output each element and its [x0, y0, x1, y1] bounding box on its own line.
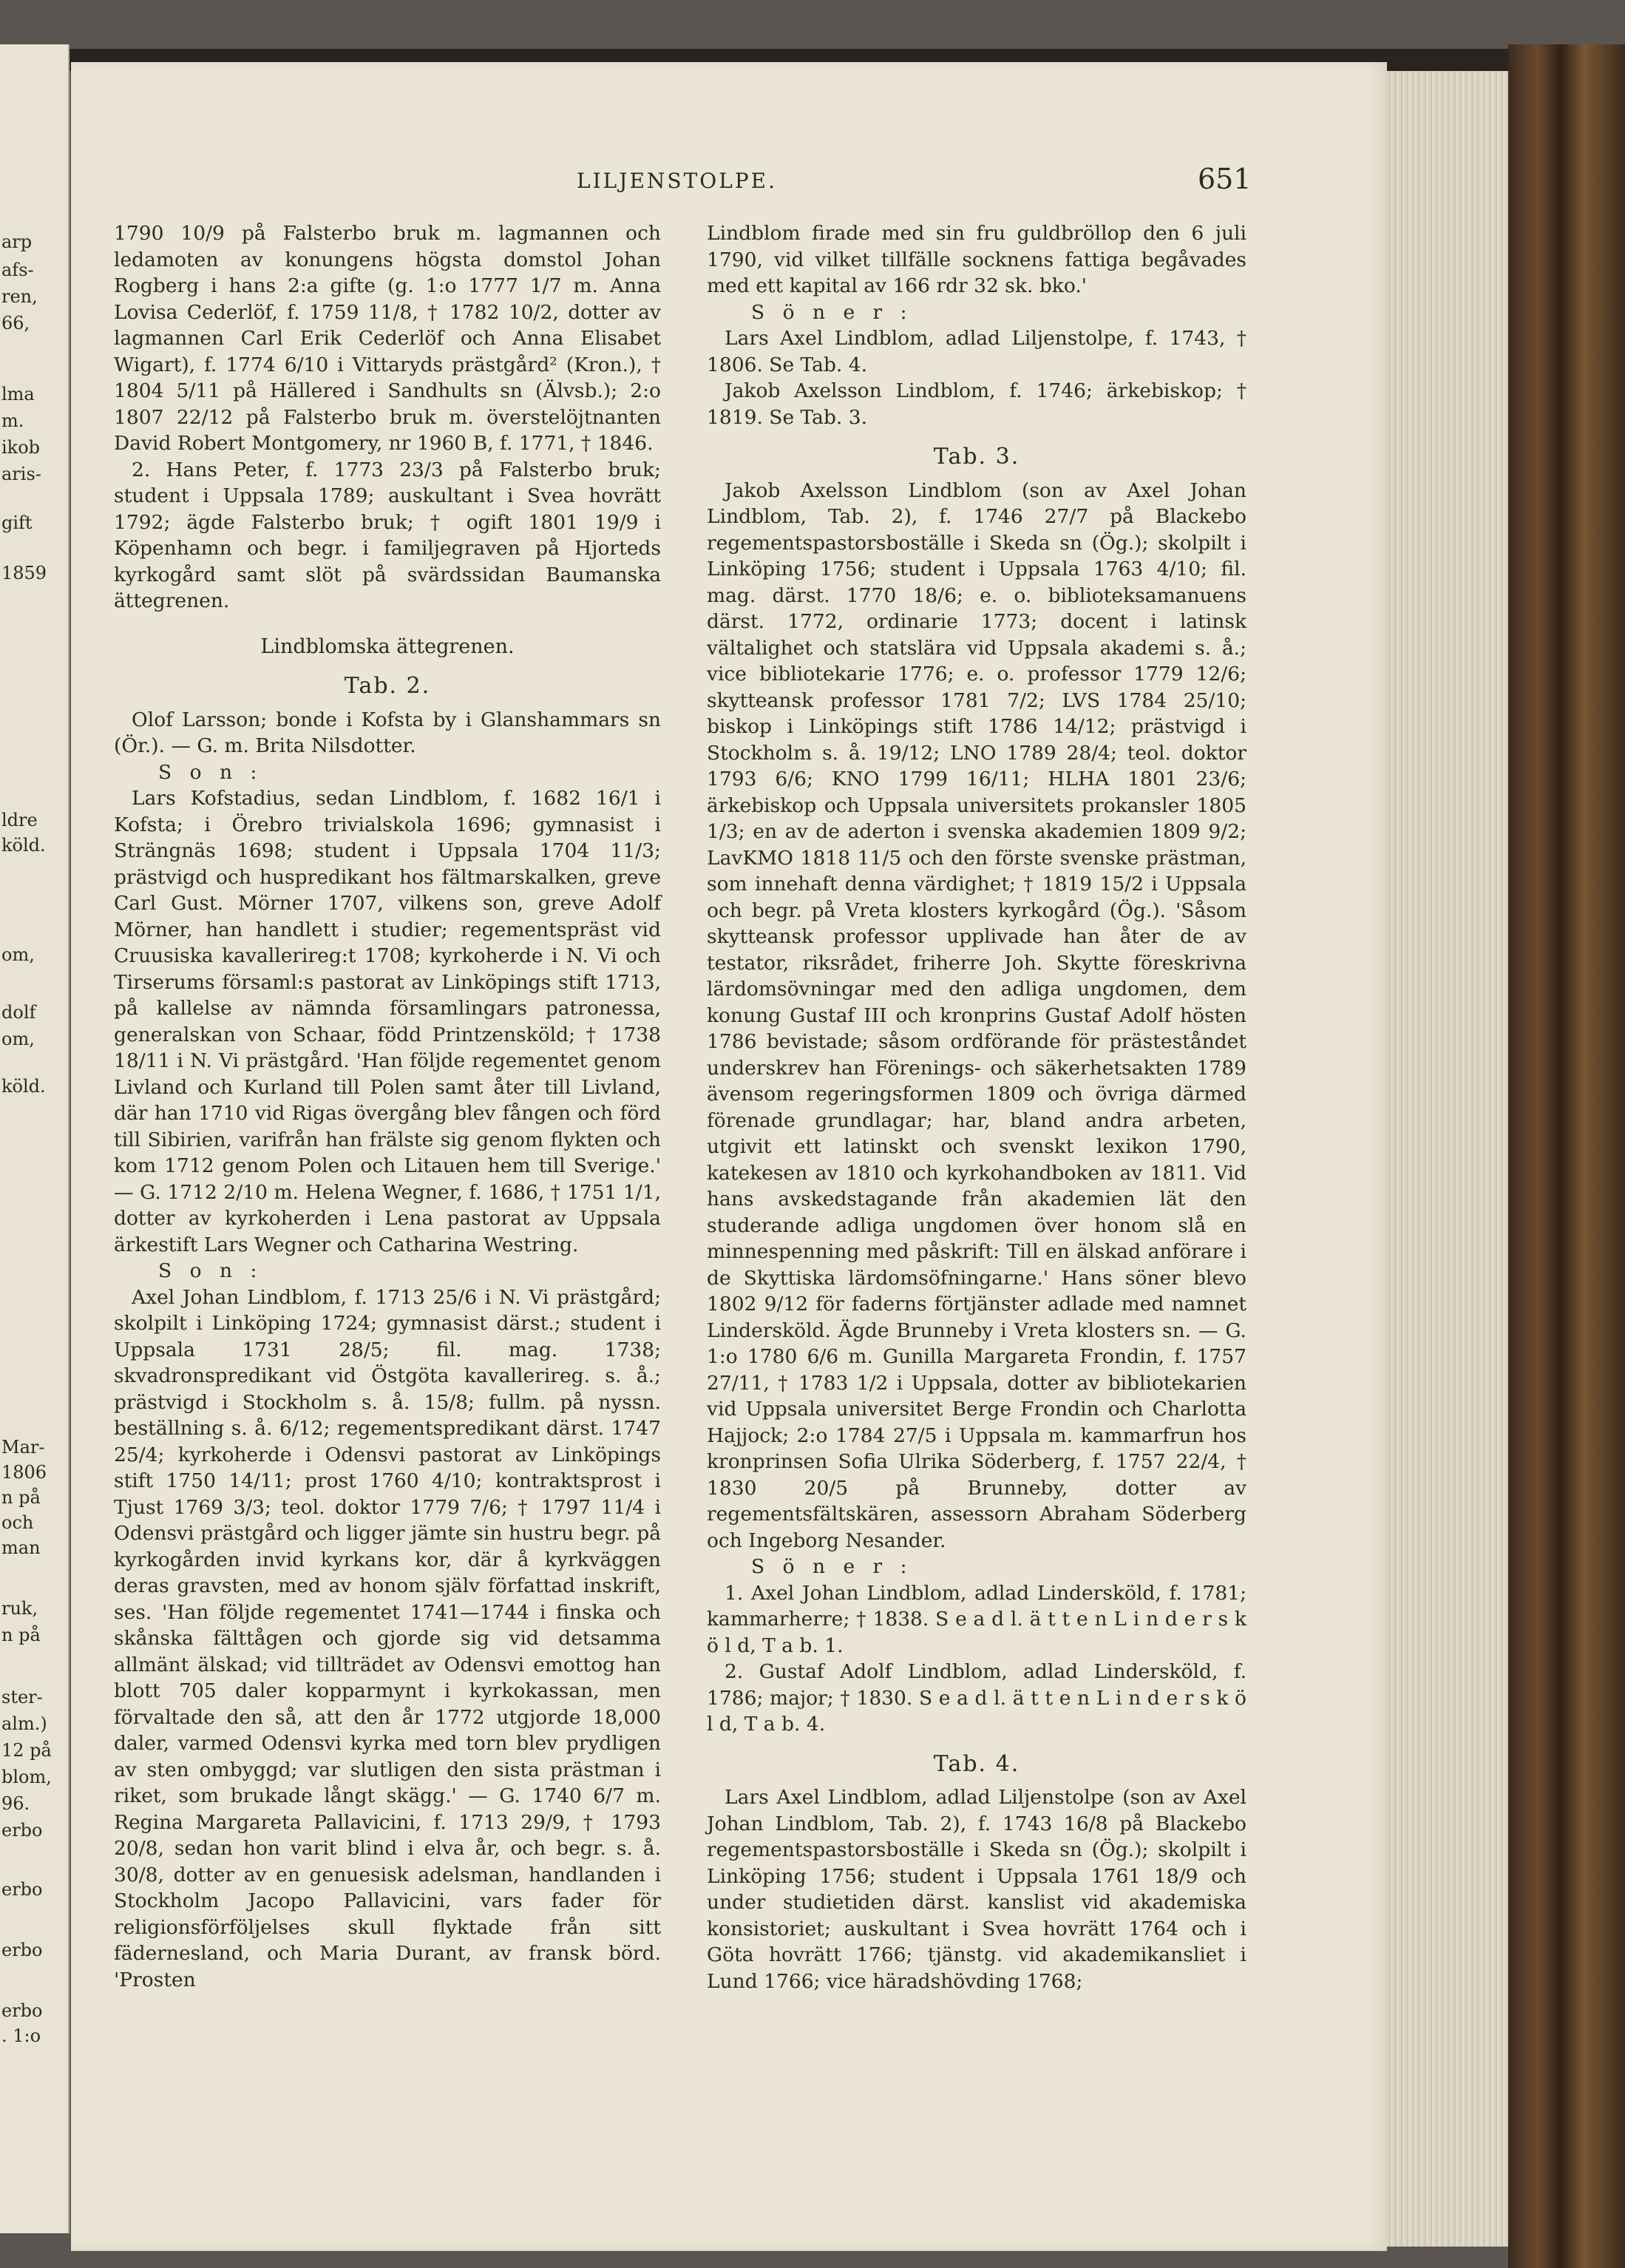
left-fragment: ren, [1, 286, 38, 307]
left-fragment: gift [1, 512, 33, 533]
paragraph: 1790 10/9 på Falsterbo bruk m. lagmannen och ledamoten av konungens högsta domstol Johan Rogberg i hans 2:a gifte (g. 1:o 1777 1/7 m. Anna Lovisa Cederlöf, f. 1759 11/8, † 1782 10/2, dotter av lagmannen Carl Erik Cederlöf och Anna Elisabet Wigart), f. 1774 6/10 i Vittaryds prästgård² (Kron.), † 1804 5/11 på Hällered i Sandhults sn (Älvsb.); 2:o 1807 22/12 på Falsterbo bruk m. överstelöjtnanten David Robert Montgomery, nr 1960 B, f. 1771, † 1846. [114, 222, 661, 455]
left-fragment: köld. [1, 1076, 46, 1097]
subheading: S o n : [158, 760, 263, 784]
paragraph: Lindblom firade med sin fru guldbröllop den 6 juli 1790, vid vilket tillfälle socknens fattiga begåvades med ett kapital av 166 rdr 32 sk. bko.' [707, 222, 1246, 297]
left-fragment: erbo [1, 2000, 43, 2021]
left-fragment: aris- [1, 464, 41, 484]
paragraph: 2. Hans Peter, f. 1773 23/3 på Falsterbo bruk; student i Uppsala 1789; auskultant i Svea hovrätt 1792; ägde Falsterbo bruk; † ogift 1801 19/9 i Köpenhamn och begr. i familjegraven på Hjorteds kyrkogård samt slöt på svärdssidan Baumanska ättegrenen. [114, 458, 661, 612]
table-heading: Tab. 4. [933, 1750, 1020, 1777]
paragraph: Lars Axel Lindblom, adlad Liljenstolpe, f. 1743, † 1806. Se Tab. 4. [707, 327, 1246, 376]
paragraph: Lars Axel Lindblom, adlad Liljenstolpe (son av Axel Johan Lindblom, Tab. 2), f. 1743 16/8 på Blackebo regementspastorsboställe i Skeda sn (Ög.); skolpilt i Linköping 1756; student i Uppsala 1761 18/9 och under studietiden därst. kanslist vid akademiska konsistoriet; auskultant i Svea hovrätt 1764 och i Göta hovrätt 1766; tjänstg. vid akademikansliet i Lund 1766; vice häradshövding 1768; [707, 1786, 1246, 1993]
left-fragment: erbo [1, 1879, 43, 1900]
left-fragment: om, [1, 1029, 35, 1049]
page-number: 651 [1198, 163, 1252, 195]
left-fragment: afs- [1, 260, 34, 280]
left-fragment: 12 på [1, 1740, 52, 1761]
left-fragment: . 1:o [1, 2025, 41, 2046]
section-heading: Lindblomska ättegrenen. [260, 634, 515, 658]
left-fragment: erbo [1, 1820, 43, 1841]
left-fragment: Mar- [1, 1437, 45, 1458]
right-column [707, 220, 1246, 1994]
left-fragment: erbo [1, 1940, 43, 1960]
paragraph: 1. Axel Johan Lindblom, adlad Lindersköld, f. 1781; kammarherre; † 1838. S e a d l. ä t t e n L i n d e r s k ö l d, T a b. 1. [707, 1581, 1246, 1657]
paragraph: Lars Kofstadius, sedan Lindblom, f. 1682 16/1 i Kofsta; i Örebro trivialskola 1696; gymnasist i Strängnäs 1698; student i Uppsala 1704 11/3; prästvigd och huspredikant hos fältmarskalken, greve Carl Gust. Mörner 1707, vilkens son, greve Adolf Mörner, han handlett i studier; regementspräst vid Cruusiska kavallerireg:t 1708; kyrkoherde i N. Vi och Tirserums församl:s pastorat av Linköpings stift 1713, på kallelse av nämnda församlingars patronessa, generalskan von Schaar, född Printzensköld; † 1738 18/11 i N. Vi prästgård. 'Han följde regementet genom Livland och Kurland till Polen samt åter till Livland, där han 1710 vid Rigas övergång blev fången och förd till Sibirien, varifrån han frälste sig genom flykten och kom 1712 genom Polen och Litauen hem till Sverige.' — G. 1712 2/10 m. Helena Wegner, f. 1686, † 1751 1/1, dotter av kyrkoherden i Lena pastorat av Uppsala ärkestift Lars Wegner och Catharina Westring. [114, 787, 661, 1256]
left-fragment: man [1, 1537, 41, 1558]
paragraph: Jakob Axelsson Lindblom, f. 1746; ärkebiskop; † 1819. Se Tab. 3. [707, 379, 1246, 429]
left-fragment: ruk, [1, 1598, 38, 1619]
book-binding [1508, 44, 1625, 2268]
left-fragment: om, [1, 944, 35, 965]
left-fragment: m. [1, 410, 24, 431]
subheading: S o n : [158, 1259, 263, 1282]
left-fragment: 96. [1, 1793, 30, 1814]
left-fragment: n på [1, 1625, 41, 1645]
left-fragment: dolf [1, 1002, 36, 1023]
subheading: S ö n e r : [751, 1555, 913, 1578]
left-fragment: n på [1, 1487, 41, 1508]
left-fragment: blom, [1, 1767, 52, 1787]
left-page-margin [0, 44, 69, 2233]
left-fragment: 1859 [1, 563, 47, 583]
left-fragment: köld. [1, 835, 46, 856]
table-heading: Tab. 2. [344, 673, 431, 699]
left-fragment: ster- [1, 1687, 43, 1707]
page-edges [1387, 71, 1508, 2247]
paragraph: Olof Larsson; bonde i Kofsta by i Glanshammars sn (Ör.). — G. m. Brita Nilsdotter. [114, 708, 661, 757]
left-fragment: 66, [1, 313, 30, 334]
left-fragment: arp [1, 231, 33, 252]
paragraph: 2. Gustaf Adolf Lindblom, adlad Lindersköld, f. 1786; major; † 1830. S e a d l. ä t t e n L i n d e r s k ö l d, T a b. 4. [707, 1660, 1246, 1736]
subheading: S ö n e r : [751, 300, 913, 324]
left-fragment: 1806 [1, 1462, 47, 1483]
left-fragment: ikob [1, 437, 41, 458]
left-fragment: ldre [1, 810, 38, 830]
left-fragment: alm.) [1, 1713, 47, 1734]
left-fragment: lma [1, 384, 35, 404]
table-heading: Tab. 3. [933, 444, 1020, 470]
paragraph: Jakob Axelsson Lindblom (son av Axel Johan Lindblom, Tab. 2), f. 1746 27/7 på Blackebo regementspastorsboställe i Skeda sn (Ög.); skolpilt i Linköping 1756; student i Uppsala 1763 4/10; fil. mag. därst. 1770 18/6; e. o. biblioteksamanuens därst. 1772, ordinarie 1773; docent i latinsk vältalighet och statslära vid Uppsala akademi s. å.; vice bibliotekarie 1776; e. o. professor 1779 12/6; skytteansk professor 1781 7/2; LVS 1784 25/10; biskop i Linköpings stift 1786 14/12; prästvigd i Stockholm s. å. 19/12; LNO 1789 28/4; teol. doktor 1793 6/6; KNO 1799 16/11; HLHA 1801 23/6; ärkebiskop och Uppsala universitets prokansler 1805 1/3; en av de aderton i svenska akademien 1809 9/2; LavKMO 1818 11/5 och den förste svenske prästman, som innehaft denna värdighet; † 1819 15/2 i Uppsala och begr. på Vreta klosters kyrkogård (Ög.). 'Såsom skytteansk professor upplivade han åter de av testator, riksrådet, friherre Joh. Skytte föreskrivna lärdomsövningar med den adliga ungdomen, dem konung Gustaf III och kronprins Gustaf Adolf hösten 1786 bevistade; såsom ordförande för prästeståndet underskrev han Förenings- och säkerhetsakten 1789 ävensom regeringsformen 1809 och övriga därmed förenade grundlagar; har, bland andra arbeten, utgivit ett latinskt och svenskt lexikon 1790, katekesen av 1810 och kyrkohandboken av 1811. Vid hans avskedstagande från akademien lät den studerande adliga ungdomen över honom slå en minnespenning med påskrift: Till en älskad anförare i de Skyttiska lärdomsöfningarne.' Hans söner blevo 1802 9/12 för faderns förtjänster adlade med namnet Lindersköld. Ägde Brunneby i Vreta klosters sn. — G. 1:o 1780 6/6 m. Gunilla Margareta Frondin, f. 1757 27/11, † 1783 1/2 i Uppsala, dotter av bibliotekarien vid Uppsala universitet Berge Frondin och Charlotta Hajjock; 2:o 1784 27/5 i Uppsala m. kammarfrun hos kronprinsen Sofia Ulrika Söderberg, f. 1757 22/4, † 1830 20/5 på Brunneby, dotter av regementsfältskären, assessorn Abraham Söderberg och Ingeborg Nesander. [707, 478, 1246, 1552]
left-fragment: och [1, 1512, 34, 1533]
left-column [114, 220, 661, 1993]
paragraph: Axel Johan Lindblom, f. 1713 25/6 i N. Vi prästgård; skolpilt i Linköping 1724; gymnasist därst.; student i Uppsala 1731 28/5; fil. mag. 1738; skvadronspredikant vid Östgöta kavallerireg. s. å.; prästvigd i Stockholm s. å. 15/8; fullm. på nyssn. beställning s. å. 6/12; regementspredikant därst. 1747 25/4; kyrkoherde i Odensvi pastorat av Linköpings stift 1750 14/11; prost 1760 4/10; kontraktsprost i Tjust 1769 3/3; teol. doktor 1779 7/6; † 1797 11/4 i Odensvi prästgård och ligger jämte sin hustru begr. på kyrkogården invid kyrkans kor, där å kyrkväggen deras gravsten, med av honom själv författad inskrift, ses. 'Han följde regementet 1741—1744 i finska och skånska fälttågen och gjorde sig vid detsamma allmänt älskad; vid tillträdet av Odensvi emottog han blott 705 daler kopparmynt i kyrkokassan, men förvaltade den så, att den år 1772 utgjorde 18,000 daler, varmed Odensvi kyrka med torn blev prydligen av sten ombyggd; var slutligen den sista prästman i riket, som brukade långt skägg.' — G. 1740 6/7 m. Regina Margareta Pallavicini, f. 1713 29/9, † 1793 20/8, sedan hon varit blind i elva år, och begr. s. å. 30/8, dotter av en genuesisk adelsman, handlanden i Stockholm Jacopo Pallavicini, vars fader för religionsförföljelses skull flyktade från sitt fädernesland, och Maria Durant, av fransk börd. 'Prosten [114, 1285, 661, 1991]
running-title: LILJENSTOLPE. [577, 169, 777, 193]
